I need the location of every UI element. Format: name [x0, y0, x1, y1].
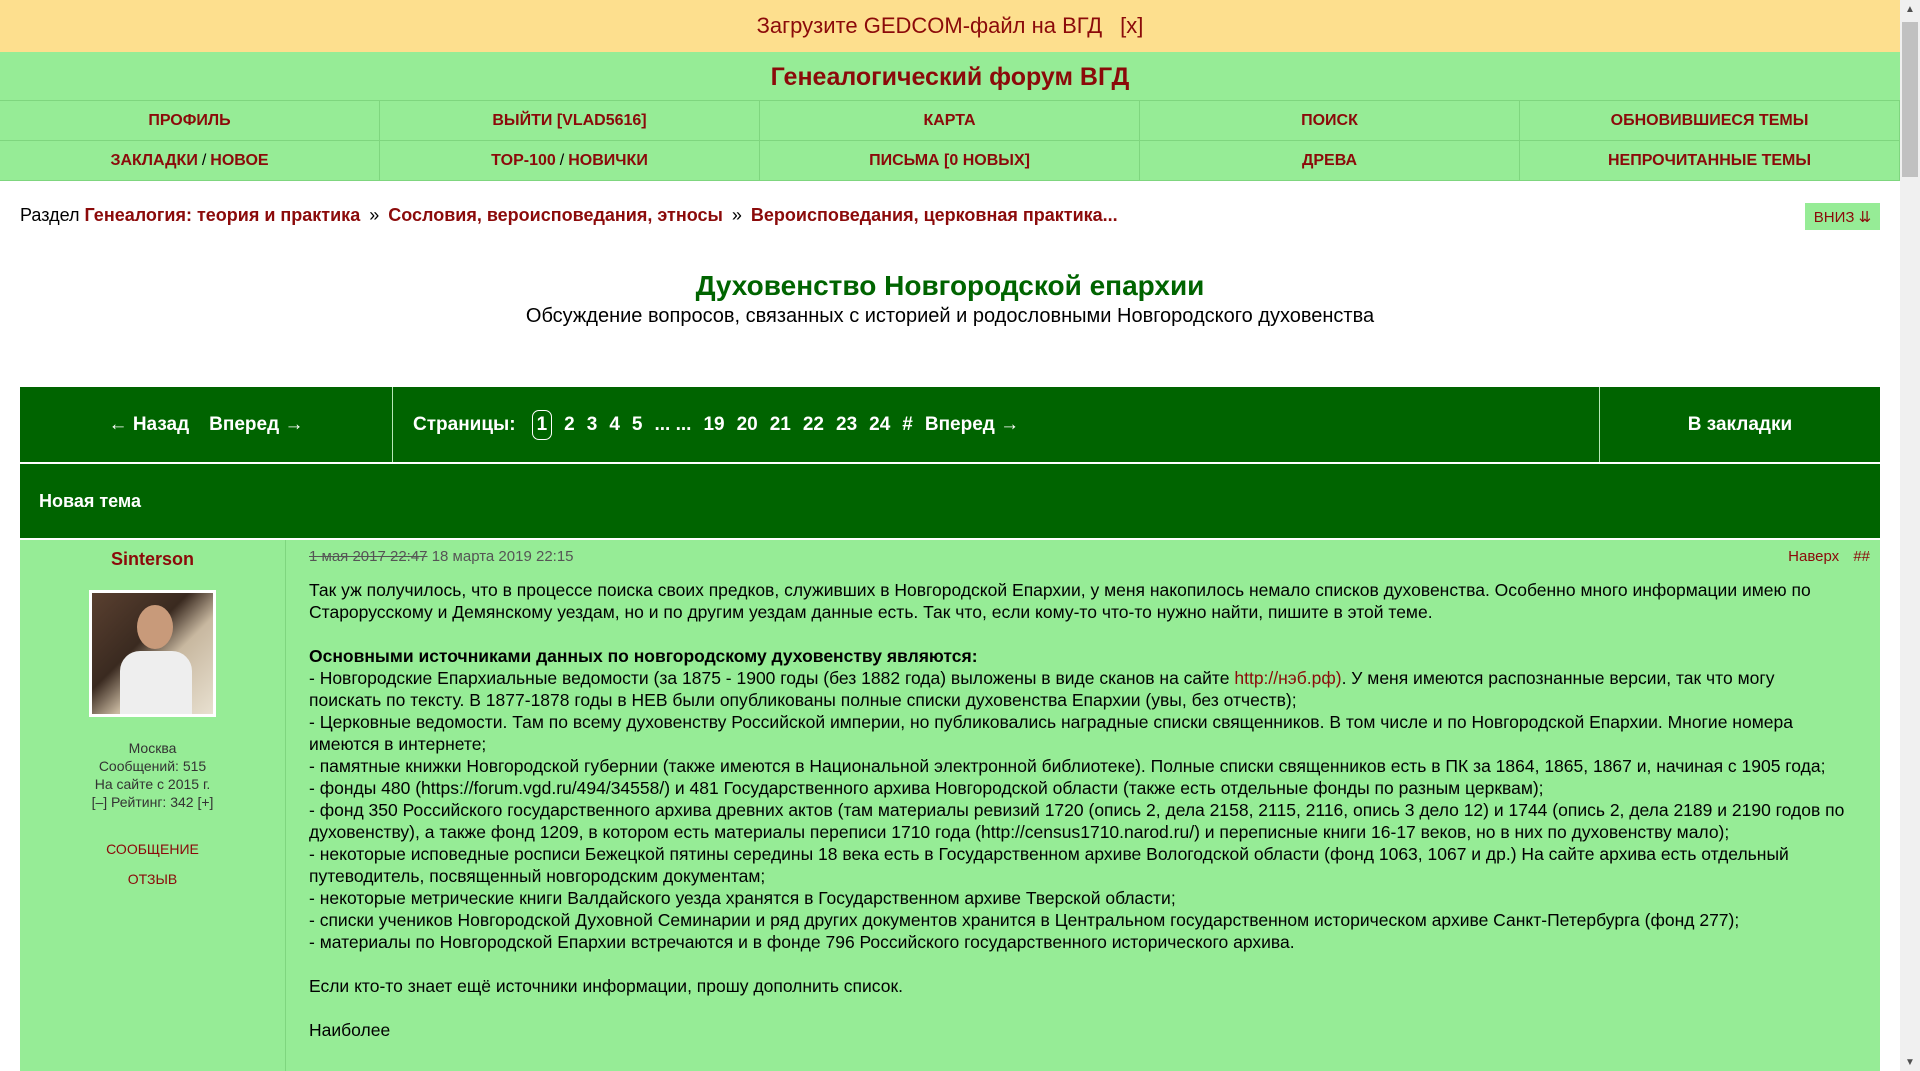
page-scrollbar[interactable] — [1900, 0, 1920, 1071]
nav-slash: / — [559, 151, 565, 169]
post-author-panel — [20, 540, 286, 1071]
review-link[interactable]: ОТЗЫВ — [127, 871, 178, 887]
breadcrumb-item-2[interactable]: Сословия, вероисповедания, этносы — [388, 205, 723, 225]
page-link[interactable]: 22 — [802, 413, 824, 435]
nav-map[interactable]: КАРТА — [759, 100, 1140, 141]
nav-search[interactable]: ПОИСК — [1139, 100, 1520, 141]
post-intro: Так уж получилось, что в процессе поиска своих предков, служивших в Новгородской Епархии, у меня накопилось немало списков духовенства. Особенно много информации имею по Старорусскому и Демянскому уездам, но и по другим уездам данные есть. Так что, если кому-то что-то нужно найти, пишите в этой теме. — [309, 580, 1811, 622]
banner-text[interactable]: Загрузите GEDCOM-файл на ВГД — [756, 13, 1103, 38]
post-item: - фонд 350 Российского государственного архива древних актов (там материалы ревизий 1720 (опись 2, дела 2158, 2115, 2116, опись 3 дело 12) и 1744 (опись 2, дела 2189 и 2190 годов по духовенству), а также фонд 1209, в котором есть материалы переписи 1710 года (http://census1710.narod.ru/) и переписные книги 16-17 веков, но в них по духовенству мало); — [309, 800, 1845, 842]
breadcrumb-sep: » — [369, 205, 380, 225]
rating-minus-button[interactable]: [–] — [91, 794, 108, 810]
post-item: - материалы по Новгородской Епархии встречаются и в фонде 796 Российского государственного исторического архива. — [309, 932, 1295, 952]
page-ellipsis: ... ... — [654, 413, 692, 435]
nav-newbies[interactable]: НОВИЧКИ — [568, 151, 648, 169]
author-city: Москва — [128, 740, 177, 756]
scrollbar-thumb[interactable] — [1902, 22, 1918, 177]
breadcrumb-item-1[interactable]: Генеалогия: теория и практика — [84, 205, 361, 225]
page-link[interactable]: 5 — [631, 413, 643, 435]
scroll-up-arrow-icon[interactable]: ▲ — [1905, 3, 1915, 15]
author-rating-row — [20, 793, 285, 811]
post-item: - Церковные ведомости. Там по всему духовенству Российской империи, но публиковались наградные списки священников. В том числе и по Новгородской Епархии. Многие номера имеются в интернете; — [309, 712, 1793, 754]
gedcom-banner[interactable] — [0, 0, 1900, 52]
nav-logout[interactable]: ВЫЙТИ [VLAD5616] — [379, 100, 760, 141]
breadcrumb-item-3[interactable]: Вероисповедания, церковная практика... — [750, 205, 1118, 225]
nav-new[interactable]: НОВОЕ — [210, 151, 269, 169]
post-item: - фонды 480 (https://forum.vgd.ru/494/34558/) и 481 Государственного архива Новгородской области (также есть отдельные фонды по разным церквам); — [309, 778, 1544, 798]
nav-profile[interactable]: ПРОФИЛЬ — [0, 100, 380, 141]
post-body — [309, 540, 1849, 1041]
author-since: На сайте с 2015 г. — [94, 776, 211, 792]
to-top-link[interactable]: Наверх — [1788, 548, 1840, 565]
page-link[interactable]: 23 — [836, 413, 858, 435]
banner-close-button[interactable]: [x] — [1120, 13, 1144, 38]
neb-link[interactable]: http://нэб.рф) — [1234, 668, 1342, 688]
rating-plus-button[interactable]: [+] — [197, 794, 214, 810]
page-link[interactable]: 21 — [769, 413, 791, 435]
nav-top100[interactable]: TOP-100 — [491, 151, 556, 169]
scroll-down-button[interactable]: ВНИЗ ⇊ — [1805, 203, 1880, 230]
post-dates — [309, 548, 1849, 565]
page-link[interactable]: 24 — [869, 413, 891, 435]
nav-trees[interactable]: ДРЕВА — [1139, 140, 1520, 181]
topic-subtitle: Обсуждение вопросов, связанных с историей и родословными Новгородского духовенства — [525, 305, 1375, 327]
page-link[interactable]: 20 — [736, 413, 758, 435]
avatar-face — [137, 605, 173, 649]
breadcrumb-prefix: Раздел — [20, 205, 80, 225]
nav-bookmarks[interactable]: ЗАКЛАДКИ — [110, 151, 198, 169]
post-item: - списки учеников Новгородской Духовной Семинарии и ряд других документов хранится в Центральном государственном историческом архиве Санкт-Петербурга (фонд 277); — [309, 910, 1740, 930]
bookmark-button[interactable]: В закладки — [1599, 387, 1880, 462]
send-message-link[interactable]: СООБЩЕНИЕ — [106, 841, 199, 857]
author-name[interactable]: Sinterson — [110, 549, 194, 569]
new-topic-button[interactable]: Новая тема — [20, 464, 1880, 538]
main-nav — [0, 101, 1900, 181]
pages-label: Страницы: — [413, 413, 516, 435]
nav-slash: / — [201, 151, 207, 169]
post-item: - некоторые метрические книги Валдайского уезда хранятся в Государственном архиве Тверской области; — [309, 888, 1176, 908]
post-text — [309, 579, 1849, 1041]
page-link[interactable]: 19 — [703, 413, 725, 435]
post-date-original: 1 мая 2017 22:47 — [309, 548, 428, 565]
pager-nav — [20, 387, 393, 462]
post — [20, 540, 1880, 1071]
forum-title[interactable]: Генеалогический форум ВГД — [0, 52, 1900, 102]
nav-updated-topics[interactable]: ОБНОВИВШИЕСЯ ТЕМЫ — [1519, 100, 1900, 141]
author-rating: Рейтинг: 342 — [111, 794, 194, 810]
nav-messages[interactable]: ПИСЬМА [0 НОВЫХ] — [759, 140, 1140, 181]
topic-title: Духовенство Новгородской епархии — [695, 270, 1205, 301]
post-item: - памятные книжки Новгородской губернии (также имеются в Национальной электронной библиотеке). Полные списки священников есть в ПК за 1864, 1865, 1867 и, начиная с 1905 года; — [309, 756, 1826, 776]
page-link[interactable]: 4 — [609, 413, 620, 435]
breadcrumb — [20, 205, 1118, 226]
page-link-current[interactable]: 1 — [532, 410, 553, 440]
avatar-shirt — [120, 651, 192, 714]
next-page-link[interactable]: Вперед → — [924, 413, 1020, 435]
nav-top100-cell — [379, 140, 760, 181]
author-messages: Сообщений: 515 — [98, 758, 207, 774]
nav-bookmarks-new-cell — [0, 140, 380, 181]
page-link[interactable]: 3 — [586, 413, 598, 435]
post-next-line: Наиболее — [309, 1020, 391, 1040]
post-anchor-link[interactable]: ## — [1853, 548, 1870, 565]
scroll-down-arrow-icon[interactable]: ▼ — [1905, 1056, 1915, 1068]
forward-link[interactable]: Вперед → — [209, 413, 304, 435]
breadcrumb-sep: » — [731, 205, 742, 225]
post-item: - некоторые исповедные росписи Бежецкой пятины середины 18 века есть в Государственном архиве Вологодской области (фонд 1063, 1067 и др.) На сайте архива есть отдельный путеводитель, посвященный новгородским документам; — [309, 844, 1789, 886]
post-heading: Основными источниками данных по новгородскому духовенству являются: — [309, 646, 978, 666]
post-item-1: - Новгородские Епархиальные ведомости (за 1875 - 1900 годы (без 1882 года) выложены в виде сканов на сайте http://нэб.рф). У меня имеются распознанные версии, так что могу поискать по тексту. В 1877-1878 годы в НЕВ были опубликованы полные списки духовенства Епархии (увы, без отчеств); — [309, 668, 1775, 710]
post-outro: Если кто-то знает ещё источники информации, прошу дополнить список. — [309, 976, 904, 996]
back-link[interactable]: ← Назад — [108, 413, 190, 435]
post-date-edited: 18 марта 2019 22:15 — [431, 548, 574, 565]
page-list — [393, 387, 1599, 462]
page-link-last[interactable]: # — [902, 413, 913, 435]
pagination-bar — [20, 387, 1880, 462]
post-top-links — [1788, 548, 1870, 565]
page-link[interactable]: 2 — [564, 413, 575, 435]
nav-unread-topics[interactable]: НЕПРОЧИТАННЫЕ ТЕМЫ — [1519, 140, 1900, 181]
author-meta — [20, 739, 285, 811]
avatar[interactable] — [89, 590, 216, 717]
